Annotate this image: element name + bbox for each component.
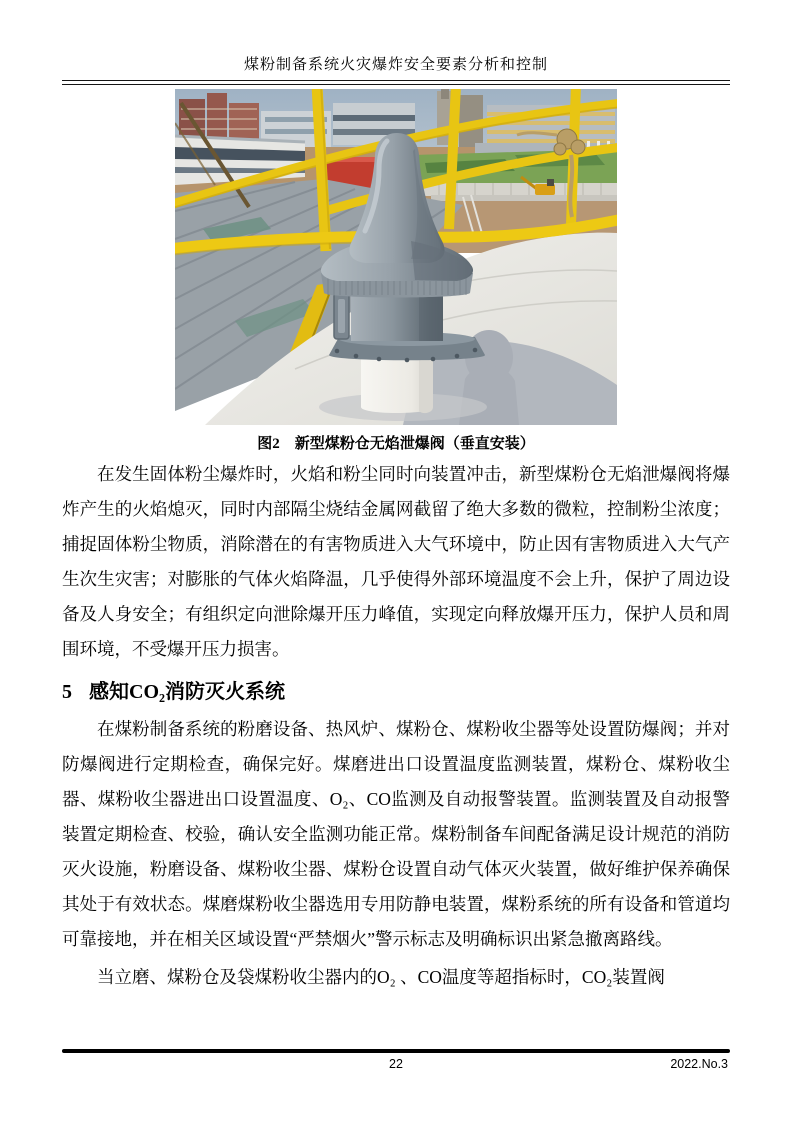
figure-2 xyxy=(62,89,730,454)
section-heading xyxy=(62,678,730,707)
running-header-title: 煤粉制备系统火灾爆炸安全要素分析和控制 xyxy=(243,57,548,73)
figure-caption: 图2 新型煤粉仓无焰泄爆阀（垂直安装） xyxy=(257,436,535,452)
vent-valve-photo xyxy=(175,89,617,425)
paragraph-co2-trigger: 当立磨、煤粉仓及袋煤粉收尘器内的O₂ 、CO温度等超指标时，CO₂装置阀 xyxy=(97,967,665,987)
section-title: 感知CO₂消防灭火系统 xyxy=(89,681,285,703)
paragraph-detection: 在煤粉制备系统的粉磨设备、热风炉、煤粉仓、煤粉收尘器等处设置防爆阀；并对防爆阀进行定期检查，确保完好。煤磨进出口设置温度监测装置，煤粉仓、煤粉收尘器、煤粉收尘器进出口设置温度、O₂、CO监测及自动报警装置。监测装置及自动报警装置定期检查、校验，确认安全监测功能正常。煤粉制备车间配备满足设计规范的消防灭火设施，粉磨设备、煤粉收尘器、煤粉仓设置自动气体灭火装置，做好维护保养确保其处于有效状态。煤磨煤粉收尘器选用专用防静电装置，煤粉系统的所有设备和管道均可靠接地，并在相关区域设置“严禁烟火”警示标志及明确标识出紧急撤离路线。 xyxy=(62,719,730,949)
paragraph-venting: 在发生固体粉尘爆炸时，火焰和粉尘同时向装置冲击，新型煤粉仓无焰泄爆阀将爆炸产生的火焰熄灭，同时内部隔尘烧结金属网截留了绝大多数的微粒，控制粉尘浓度；捕捉固体粉尘物质，消除潜在的有害物质进入大气环境中，防止因有害物质进入大气产生次生灾害；对膨胀的气体火焰降温，几乎使得外部环境温度不会上升，保护了周边设备及人身安全；有组织定向泄除爆开压力峰值，实现定向释放爆开压力，保护人员和周围环境，不受爆开压力损害。 xyxy=(62,464,730,659)
section-number: 5 xyxy=(62,681,72,703)
header-rule xyxy=(62,80,730,85)
issue-label: 2022.No.3 xyxy=(670,1057,728,1071)
footer-rule xyxy=(62,1049,730,1053)
page-number: 22 xyxy=(389,1057,403,1071)
page-footer xyxy=(62,1049,730,1122)
